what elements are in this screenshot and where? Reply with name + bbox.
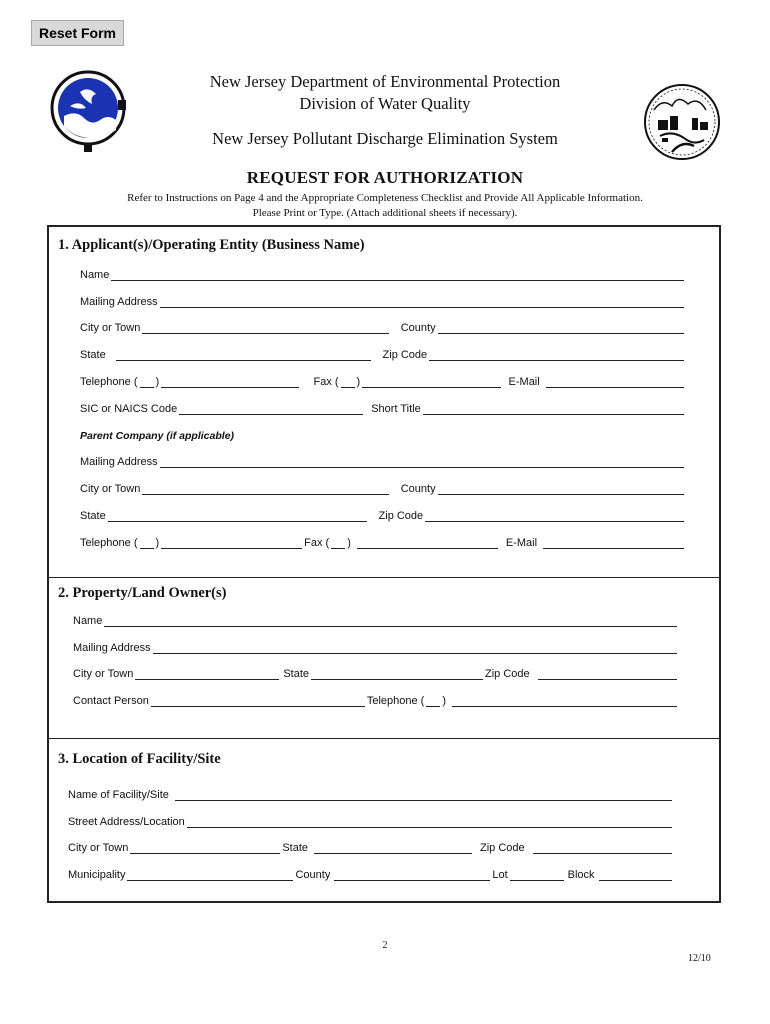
owner-phone-field[interactable] [452,695,677,707]
applicant-mailing-row [80,294,686,308]
parent-telephone-label: Telephone ( [80,537,138,549]
parent-state-label: State [80,510,106,522]
municipality-field[interactable] [127,869,293,881]
lot-label: Lot [492,869,508,881]
parent-mailing-row [80,454,686,468]
facility-state-field[interactable] [314,842,472,854]
applicant-state-field[interactable] [116,349,371,361]
revision-date: 12/10 [688,953,711,964]
street-label: Street Address/Location [68,816,185,828]
applicant-name-row [80,267,686,281]
applicant-city-field[interactable] [142,322,388,334]
section-facility-location [47,738,721,903]
county-label: County [400,322,436,334]
applicant-phone-row [80,374,686,388]
parent-fax-field[interactable] [357,537,498,549]
owner-zip-field[interactable] [538,668,677,680]
street-field[interactable] [187,816,672,828]
parent-email-field[interactable] [543,537,684,549]
fax-label: Fax ( [313,376,339,388]
parent-zip-label: Zip Code [378,510,424,522]
facility-zip-field[interactable] [533,842,672,854]
parent-fax-area[interactable] [331,537,345,549]
parent-city-row [80,481,686,495]
owner-name-field[interactable] [104,615,677,627]
parent-phone-field[interactable] [161,537,302,549]
owner-mailing-field[interactable] [153,642,677,654]
owner-state-field[interactable] [311,668,483,680]
zip-label: Zip Code [382,349,428,361]
section-3-title: 3. Location of Facility/Site [58,751,221,767]
section-1-title: 1. Applicant(s)/Operating Entity (Business Name) [58,237,365,253]
parent-company-row [80,428,686,442]
contact-person-label: Contact Person [73,695,149,707]
parent-phone-area[interactable] [140,537,154,549]
parent-company-label: Parent Company (if applicable) [80,430,235,442]
parent-email-label: E-Mail [505,537,538,549]
owner-name-row [73,613,679,627]
facility-name-field[interactable] [175,789,672,801]
block-label: Block [567,869,595,881]
state-label: State [80,349,106,361]
mailing-address-label: Mailing Address [80,296,158,308]
block-field[interactable] [599,869,672,881]
reset-form-button[interactable]: Reset Form [31,20,124,46]
email-label: E-Mail [508,376,540,388]
parent-mailing-label: Mailing Address [80,456,158,468]
applicant-county-field[interactable] [438,322,684,334]
facility-city-row [68,840,674,854]
sic-label: SIC or NAICS Code [80,403,178,415]
agency-name: New Jersey Department of Environmental Protection [209,72,561,91]
owner-phone-area[interactable] [426,695,440,707]
form-title: REQUEST FOR AUTHORIZATION [246,168,524,187]
applicant-phone-area[interactable] [140,376,154,388]
applicant-mailing-field[interactable] [160,296,684,308]
facility-name-row [68,787,674,801]
instructions-line-2: Please Print or Type. (Attach additional sheets if necessary). [252,207,518,219]
telephone-label: Telephone ( [80,376,138,388]
sic-field[interactable] [179,403,363,415]
applicant-zip-field[interactable] [429,349,684,361]
facility-state-label: State [282,842,309,854]
owner-zip-label: Zip Code [485,668,530,680]
parent-phone-close: ) [155,537,160,549]
contact-person-field[interactable] [151,695,365,707]
owner-city-label: City or Town [73,668,134,680]
applicant-fax-field[interactable] [362,376,500,388]
applicant-email-field[interactable] [546,376,684,388]
facility-county-field[interactable] [334,869,490,881]
owner-state-label: State [283,668,310,680]
owner-city-row [73,666,679,680]
short-title-label: Short Title [371,403,421,415]
parent-zip-field[interactable] [425,510,684,522]
applicant-name-field[interactable] [111,269,684,281]
parent-state-field[interactable] [108,510,367,522]
facility-zip-label: Zip Code [480,842,525,854]
section-property-owner [47,577,721,739]
page-number: 2 [382,940,388,951]
parent-mailing-field[interactable] [160,456,684,468]
parent-county-label: County [400,483,436,495]
parent-fax-label: Fax ( [304,537,330,549]
municipality-label: Municipality [68,869,126,881]
applicant-sic-row [80,401,686,415]
owner-phone-close: ) [442,695,446,707]
fax-close: ) [356,376,361,388]
facility-city-label: City or Town [68,842,129,854]
applicant-city-row [80,320,686,334]
applicant-state-row [80,347,686,361]
facility-municipality-row [68,867,674,881]
parent-fax-close: ) [347,537,351,549]
parent-county-field[interactable] [438,483,684,495]
division-name: Division of Water Quality [299,94,471,113]
instructions-line-1: Refer to Instructions on Page 4 and the Appropriate Completeness Checklist and Provide All Applicable Information. [127,192,643,204]
parent-city-field[interactable] [142,483,388,495]
owner-mailing-label: Mailing Address [73,642,151,654]
name-label: Name [80,269,110,281]
city-label: City or Town [80,322,141,334]
owner-telephone-label: Telephone ( [366,695,425,707]
owner-name-label: Name [73,615,103,627]
phone-close: ) [155,376,160,388]
facility-county-label: County [295,869,331,881]
short-title-field[interactable] [423,403,684,415]
section-applicant [47,225,721,578]
facility-city-field[interactable] [130,842,280,854]
applicant-fax-area[interactable] [341,376,355,388]
parent-state-row [80,508,686,522]
parent-city-label: City or Town [80,483,141,495]
facility-name-label: Name of Facility/Site [68,789,169,801]
facility-street-row [68,814,674,828]
owner-mailing-row [73,640,679,654]
section-2-title: 2. Property/Land Owner(s) [58,585,227,601]
owner-city-field[interactable] [135,668,279,680]
parent-phone-row [80,535,686,549]
lot-field[interactable] [510,869,564,881]
system-name: New Jersey Pollutant Discharge Elimination System [212,129,558,148]
applicant-phone-field[interactable] [161,376,299,388]
owner-contact-row [73,693,679,707]
